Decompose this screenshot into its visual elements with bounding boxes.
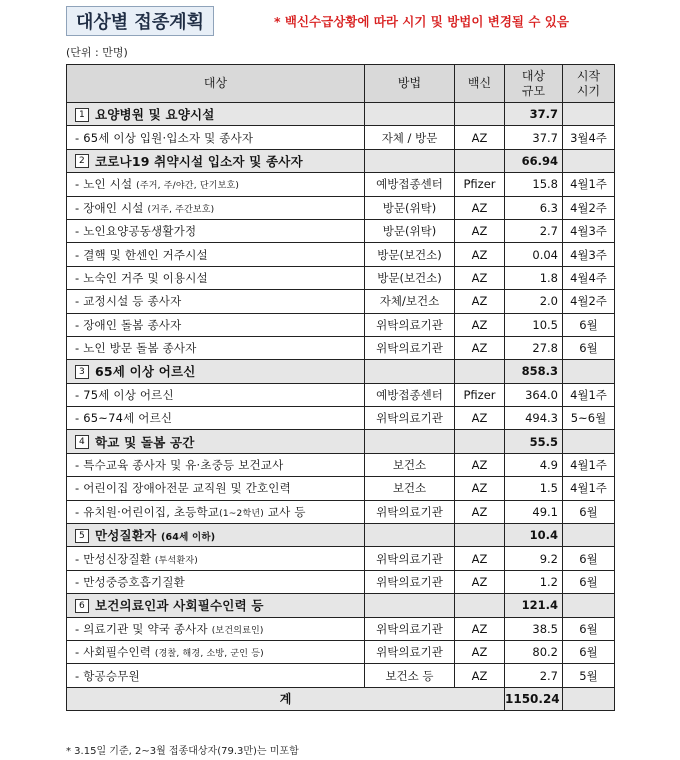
target-name: - 노인요양공동생활가정 (75, 224, 197, 239)
scale-cell: 6.3 (505, 196, 563, 219)
method-cell: 보건소 (365, 477, 455, 500)
vaccine-cell: Pfizer (455, 383, 505, 406)
vaccine-cell: Pfizer (455, 173, 505, 196)
category-vaccine-cell (455, 594, 505, 617)
target-name-cell (67, 173, 365, 196)
page-title: 대상별 접종계획 (66, 6, 214, 36)
category-name-cell (67, 430, 365, 453)
table-row (67, 243, 615, 266)
category-vaccine-cell (455, 524, 505, 547)
target-name: - 의료기관 및 약국 종사자 (75, 621, 212, 636)
footnote: * 3.15일 기준, 2~3월 접종대상자(79.3만)는 미포함 (66, 746, 299, 757)
table-row (67, 173, 615, 196)
category-start-cell (563, 594, 615, 617)
start-cell: 6월 (563, 570, 615, 593)
scale-cell: 0.04 (505, 243, 563, 266)
vaccine-cell: AZ (455, 664, 505, 687)
start-cell: 3월4주 (563, 126, 615, 149)
target-name-cell (67, 640, 365, 663)
target-name: - 75세 이상 어르신 (75, 387, 174, 402)
total-row (67, 687, 615, 710)
category-start-cell (563, 103, 615, 126)
target-name-cell (67, 477, 365, 500)
method-cell: 위탁의료기관 (365, 547, 455, 570)
category-start-cell (563, 360, 615, 383)
category-name-cell (67, 360, 365, 383)
start-cell: 6월 (563, 547, 615, 570)
category-number-box: 4 (75, 435, 89, 449)
vaccine-cell: AZ (455, 547, 505, 570)
category-row (67, 594, 615, 617)
method-cell: 위탁의료기관 (365, 336, 455, 359)
target-name-cell (67, 407, 365, 430)
header-scale (505, 65, 563, 103)
vaccine-cell: AZ (455, 453, 505, 476)
method-cell: 방문(위탁) (365, 196, 455, 219)
target-name-cell (67, 266, 365, 289)
vaccine-cell: AZ (455, 640, 505, 663)
scale-cell: 1.2 (505, 570, 563, 593)
vaccine-cell: AZ (455, 477, 505, 500)
target-name-cell (67, 664, 365, 687)
method-cell: 보건소 등 (365, 664, 455, 687)
category-name: 요양병원 및 요양시설 (95, 107, 215, 123)
scale-cell: 364.0 (505, 383, 563, 406)
header-scale-line1: 대상 (521, 68, 546, 83)
category-row (67, 360, 615, 383)
table-row (67, 383, 615, 406)
header-start-line1: 시작 (576, 68, 601, 83)
category-row (67, 103, 615, 126)
table-row (67, 617, 615, 640)
target-note: (거주, 주간보호) (147, 204, 215, 215)
start-cell: 4월1주 (563, 453, 615, 476)
target-name-cell (67, 126, 365, 149)
category-number-box: 1 (75, 108, 89, 122)
category-name-cell (67, 524, 365, 547)
table-row (67, 640, 615, 663)
category-number-box: 3 (75, 365, 89, 379)
total-label: 계 (67, 687, 505, 710)
category-start-cell (563, 149, 615, 172)
vaccine-cell: AZ (455, 500, 505, 523)
vaccine-cell: AZ (455, 570, 505, 593)
table-row (67, 266, 615, 289)
scale-cell: 494.3 (505, 407, 563, 430)
start-cell: 6월 (563, 640, 615, 663)
table-row (67, 407, 615, 430)
target-name: - 노숙인 거주 및 이용시설 (75, 270, 208, 285)
method-cell: 위탁의료기관 (365, 407, 455, 430)
category-name: 보건의료인과 사회필수인력 등 (95, 598, 264, 614)
scale-cell: 9.2 (505, 547, 563, 570)
header-start-line2: 시기 (576, 83, 601, 98)
category-vaccine-cell (455, 149, 505, 172)
target-name-cell (67, 313, 365, 336)
category-total: 858.3 (505, 360, 563, 383)
vaccine-cell: AZ (455, 219, 505, 242)
table-row (67, 477, 615, 500)
target-name: - 노인 시설 (75, 177, 137, 192)
scale-cell: 15.8 (505, 173, 563, 196)
header-target: 대상 (67, 65, 365, 103)
target-name: - 노인 방문 돌봄 종사자 (75, 341, 197, 356)
start-cell: 5~6월 (563, 407, 615, 430)
start-cell: 6월 (563, 336, 615, 359)
category-method-cell (365, 524, 455, 547)
start-cell: 4월3주 (563, 243, 615, 266)
category-method-cell (365, 103, 455, 126)
target-name-cell (67, 290, 365, 313)
method-cell: 예방접종센터 (365, 383, 455, 406)
category-name: 학교 및 돌봄 공간 (95, 434, 195, 450)
target-name-cell (67, 547, 365, 570)
vaccine-cell: AZ (455, 196, 505, 219)
vaccine-cell: AZ (455, 407, 505, 430)
schedule-change-notice: * 백신수급상황에 따라 시기 및 방법이 변경될 수 있음 (274, 14, 569, 29)
category-row (67, 149, 615, 172)
header-method: 방법 (365, 65, 455, 103)
target-name: - 만성중증호흡기질환 (75, 575, 185, 589)
category-method-cell (365, 594, 455, 617)
scale-cell: 2.7 (505, 219, 563, 242)
category-row (67, 430, 615, 453)
table-row (67, 290, 615, 313)
category-name-cell (67, 149, 365, 172)
category-total: 121.4 (505, 594, 563, 617)
vaccine-cell: AZ (455, 126, 505, 149)
category-name-cell (67, 103, 365, 126)
target-name: - 결핵 및 한센인 거주시설 (75, 247, 208, 262)
table-row (67, 500, 615, 523)
header-vaccine: 백신 (455, 65, 505, 103)
method-cell: 자체 / 방문 (365, 126, 455, 149)
target-name-cell (67, 336, 365, 359)
method-cell: 위탁의료기관 (365, 313, 455, 336)
vaccine-cell: AZ (455, 290, 505, 313)
table-row (67, 547, 615, 570)
scale-cell: 2.0 (505, 290, 563, 313)
method-cell: 위탁의료기관 (365, 640, 455, 663)
category-name-cell (67, 594, 365, 617)
category-total: 10.4 (505, 524, 563, 547)
target-name: - 특수교육 종사자 및 유·초중등 보건교사 (75, 458, 284, 473)
method-cell: 위탁의료기관 (365, 570, 455, 593)
start-cell: 4월4주 (563, 266, 615, 289)
target-name: - 장애인 돌봄 종사자 (75, 317, 182, 332)
category-method-cell (365, 360, 455, 383)
category-method-cell (365, 430, 455, 453)
method-cell: 방문(위탁) (365, 219, 455, 242)
category-total: 66.94 (505, 149, 563, 172)
scale-cell: 4.9 (505, 453, 563, 476)
target-name-tail: 교사 등 (263, 504, 306, 519)
category-total: 55.5 (505, 430, 563, 453)
method-cell: 보건소 (365, 453, 455, 476)
category-start-cell (563, 524, 615, 547)
start-cell: 6월 (563, 617, 615, 640)
target-name: - 사회필수인력 (75, 645, 155, 660)
scale-cell: 80.2 (505, 640, 563, 663)
unit-label: (단위 : 만명) (66, 46, 128, 59)
target-name: - 교정시설 등 종사자 (75, 294, 182, 309)
method-cell: 방문(보건소) (365, 266, 455, 289)
target-name: - 만성신장질환 (75, 551, 155, 566)
scale-cell: 38.5 (505, 617, 563, 640)
target-name: - 장애인 시설 (75, 200, 148, 215)
start-cell: 4월3주 (563, 219, 615, 242)
target-name-cell (67, 500, 365, 523)
start-cell: 4월2주 (563, 196, 615, 219)
header-scale-line2: 규모 (521, 83, 546, 98)
scale-cell: 2.7 (505, 664, 563, 687)
target-note: (경찰, 해경, 소방, 군인 등) (154, 649, 264, 660)
category-start-cell (563, 430, 615, 453)
table-row (67, 126, 615, 149)
target-name: - 어린이집 장애아전문 교직원 및 간호인력 (75, 481, 291, 496)
target-note: (투석환자) (154, 555, 198, 566)
category-name: 만성질환자 (95, 528, 161, 544)
target-name: - 유치원·어린이집, 초등학교 (75, 504, 220, 519)
category-note: (64세 이하) (160, 532, 216, 544)
target-note: (1~2학년) (219, 508, 264, 519)
category-row (67, 524, 615, 547)
total-value: 1150.24 (505, 687, 563, 710)
vaccine-cell: AZ (455, 336, 505, 359)
scale-cell: 49.1 (505, 500, 563, 523)
method-cell: 예방접종센터 (365, 173, 455, 196)
scale-cell: 10.5 (505, 313, 563, 336)
method-cell: 자체/보건소 (365, 290, 455, 313)
target-name: - 65세 이상 입원·입소자 및 종사자 (75, 130, 254, 145)
table-row (67, 664, 615, 687)
start-cell: 4월1주 (563, 173, 615, 196)
target-name: - 65~74세 어르신 (75, 411, 173, 426)
category-method-cell (365, 149, 455, 172)
target-name-cell (67, 570, 365, 593)
target-name-cell (67, 243, 365, 266)
start-cell: 4월1주 (563, 383, 615, 406)
category-number-box: 6 (75, 599, 89, 613)
target-note: (주거, 주/야간, 단기보호) (136, 181, 240, 192)
target-name-cell (67, 617, 365, 640)
start-cell: 6월 (563, 313, 615, 336)
method-cell: 방문(보건소) (365, 243, 455, 266)
table-row (67, 196, 615, 219)
table-row (67, 336, 615, 359)
category-total: 37.7 (505, 103, 563, 126)
target-name-cell (67, 219, 365, 242)
total-empty-cell (563, 687, 615, 710)
scale-cell: 1.5 (505, 477, 563, 500)
table-row (67, 570, 615, 593)
vaccine-cell: AZ (455, 266, 505, 289)
category-number-box: 5 (75, 529, 89, 543)
scale-cell: 37.7 (505, 126, 563, 149)
scale-cell: 27.8 (505, 336, 563, 359)
table-row (67, 313, 615, 336)
target-name-cell (67, 453, 365, 476)
start-cell: 5월 (563, 664, 615, 687)
table-row (67, 219, 615, 242)
vaccination-plan-table (66, 64, 615, 711)
target-note: (보건의료인) (211, 625, 264, 636)
table-row (67, 453, 615, 476)
method-cell: 위탁의료기관 (365, 617, 455, 640)
header-start (563, 65, 615, 103)
method-cell: 위탁의료기관 (365, 500, 455, 523)
category-number-box: 2 (75, 154, 89, 168)
category-vaccine-cell (455, 103, 505, 126)
scale-cell: 1.8 (505, 266, 563, 289)
table-body (67, 103, 615, 688)
category-name: 65세 이상 어르신 (95, 364, 196, 380)
vaccine-cell: AZ (455, 617, 505, 640)
vaccine-cell: AZ (455, 243, 505, 266)
target-name: - 항공승무원 (75, 668, 140, 683)
target-name-cell (67, 196, 365, 219)
target-name-cell (67, 383, 365, 406)
start-cell: 4월1주 (563, 477, 615, 500)
category-vaccine-cell (455, 360, 505, 383)
table-header-row (67, 65, 615, 103)
start-cell: 4월2주 (563, 290, 615, 313)
start-cell: 6월 (563, 500, 615, 523)
vaccine-cell: AZ (455, 313, 505, 336)
category-vaccine-cell (455, 430, 505, 453)
category-name: 코로나19 취약시설 입소자 및 종사자 (95, 153, 303, 169)
